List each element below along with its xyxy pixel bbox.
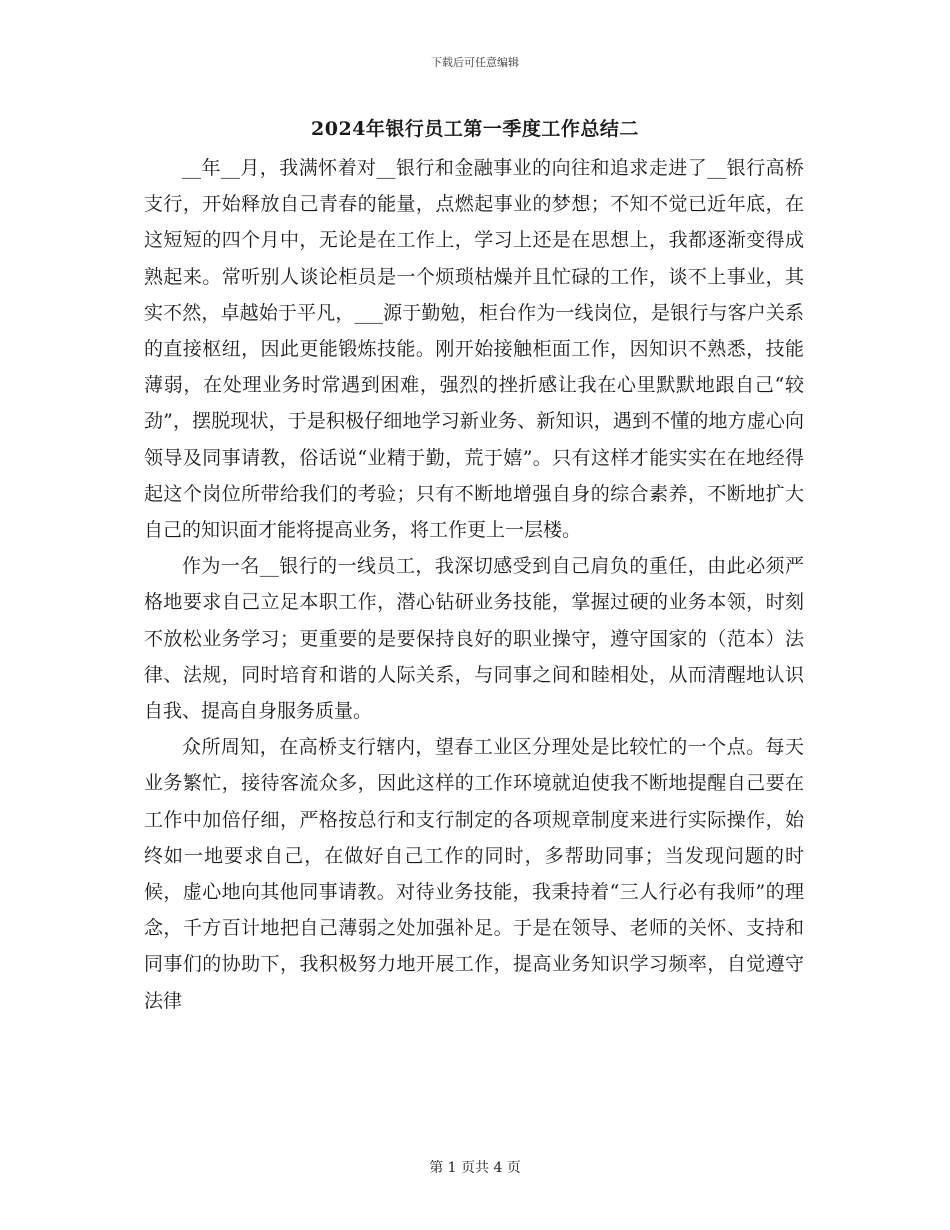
document-title: 2024年银行员工第一季度工作总结二 xyxy=(311,118,639,140)
header-note: 下载后可任意编辑 xyxy=(431,56,519,69)
document-body xyxy=(144,150,804,1019)
page-number: 第 1 页共 4 页 xyxy=(429,1160,521,1176)
paragraph-2: 作为一名__银行的一线员工，我深切感受到自己肩负的重任，由此必须严格地要求自己立足本职工作，潜心钻研业务技能，掌握过硬的业务本领，时刻不放松业务学习；更重要的是要保持良好的职业操守，遵守国家的（范本）法律、法规，同时培育和谐的人际关系，与同事之间和睦相处，从而清醒地认识自我、提高自身服务质量。 xyxy=(144,555,804,723)
paragraph-3: 众所周知，在高桥支行辖内，望春工业区分理处是比较忙的一个点。每天业务繁忙，接待客流众多，因此这样的工作环境就迫使我不断地提醒自己要在工作中加倍仔细，严格按总行和支行制定的各项规章制度来进行实际操作，始终如一地要求自己，在做好自己工作的同时，多帮助同事；当发现问题的时候，虚心地向其他同事请教。对待业务技能，我秉持着“三人行必有我师”的理念，千方百计地把自己薄弱之处加强补足。于是在领导、老师的关怀、支持和同事们的协助下，我积极努力地开展工作，提高业务知识学习频率，自觉遵守法律 xyxy=(144,736,804,1012)
paragraph-1: __年__月，我满怀着对__银行和金融事业的向往和追求走进了__银行高桥支行，开始释放自己青春的能量，点燃起事业的梦想；不知不觉已近年底，在这短短的四个月中，无论是在工作上，学习上还是在思想上，我都逐渐变得成熟起来。常听别人谈论柜员是一个烦琐枯燥并且忙碌的工作，谈不上事业，其实不然，卓越始于平凡，___源于勤勉，柜台作为一线岗位，是银行与客户关系的直接枢纽，因此更能锻炼技能。刚开始接触柜面工作，因知识不熟悉，技能薄弱，在处理业务时常遇到困难，强烈的挫折感让我在心里默默地跟自己“较劲”，摆脱现状，于是积极仔细地学习新业务、新知识，遇到不懂的地方虚心向领导及同事请教，俗话说“业精于勤，荒于嬉”。只有这样才能实实在在地经得起这个岗位所带给我们的考验；只有不断地增强自身的综合素养，不断地扩大自己的知识面才能将提高业务，将工作更上一层楼。 xyxy=(144,157,804,542)
